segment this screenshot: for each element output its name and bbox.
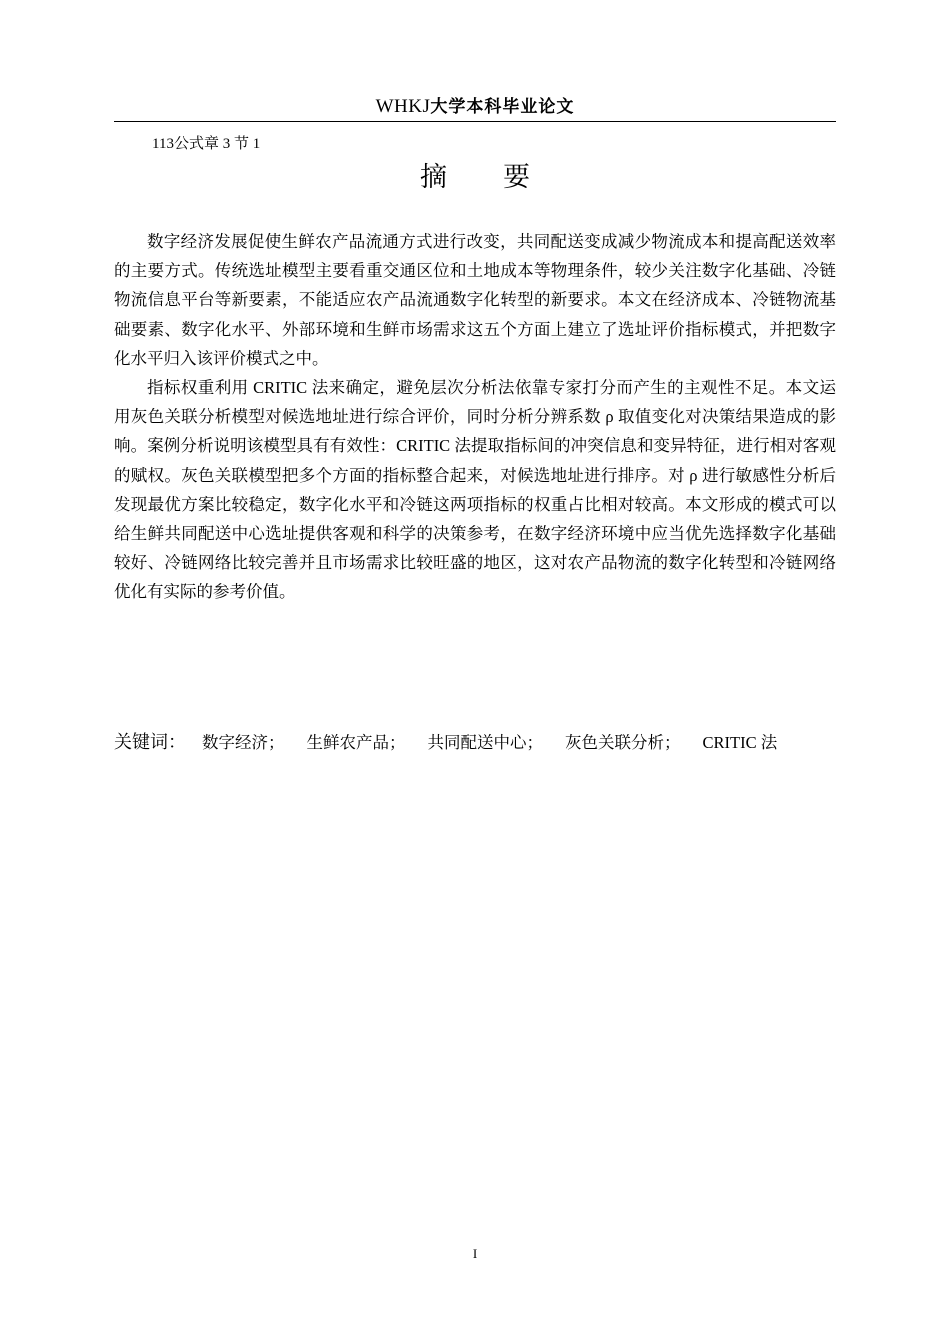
title-char-2: 要 xyxy=(503,162,530,193)
field-code-text: 113公式章 3 节 1 xyxy=(152,136,261,152)
title-char-1: 摘 xyxy=(420,162,447,193)
abstract-title xyxy=(114,158,836,198)
keyword-item: 数字经济； xyxy=(202,733,285,752)
abstract-paragraph: 指标权重利用 CRITIC 法来确定，避免层次分析法依靠专家打分而产生的主观性不足。本文运用灰色关联分析模型对候选地址进行综合评价，同时分析分辨系数 ρ 取值变化对决策结果造成的影响。案例分析说明该模型具有有效性：CRITIC 法提取指标间的冲突信息和变异特征，进行相对客观的赋权。灰色关联模型把多个方面的指标整合起来，对候选地址进行排序。对 ρ 进行敏感性分析后发现最优方案比较稳定，数字化水平和冷链这两项指标的权重占比相对较高。本文形成的模式可以给生鲜共同配送中心选址提供客观和科学的决策参考，在数字经济环境中应当优先选择数字化基础较好、冷链网络比较完善并且市场需求比较旺盛的地区，这对农产品物流的数字化转型和冷链网络优化有实际的参考价值。 xyxy=(114,378,836,602)
running-header xyxy=(114,94,836,122)
keyword-item: 灰色关联分析； xyxy=(565,733,681,752)
keywords-label: 关键词： xyxy=(114,732,186,753)
keywords-line xyxy=(114,728,854,758)
page-number: I xyxy=(472,1246,478,1261)
header-latin: WHKJ xyxy=(375,96,431,117)
keyword-item: 生鲜农产品； xyxy=(306,733,406,752)
abstract-paragraph: 数字经济发展促使生鲜农产品流通方式进行改变，共同配送变成减少物流成本和提高配送效率的主要方式。传统选址模型主要看重交通区位和土地成本等物理条件，较少关注数字化基础、冷链物流信息平台等新要素，不能适应农产品流通数字化转型的新要求。本文在经济成本、冷链物流基础要素、数字化水平、外部环境和生鲜市场需求这五个方面上建立了选址评价指标模式，并把数字化水平归入该评价模式之中。 xyxy=(114,232,836,368)
keyword-item: 共同配送中心； xyxy=(427,733,543,752)
abstract-body xyxy=(114,227,836,607)
header-title: 大学本科毕业论文 xyxy=(430,97,575,117)
keyword-item: CRITIC 法 xyxy=(702,733,778,752)
